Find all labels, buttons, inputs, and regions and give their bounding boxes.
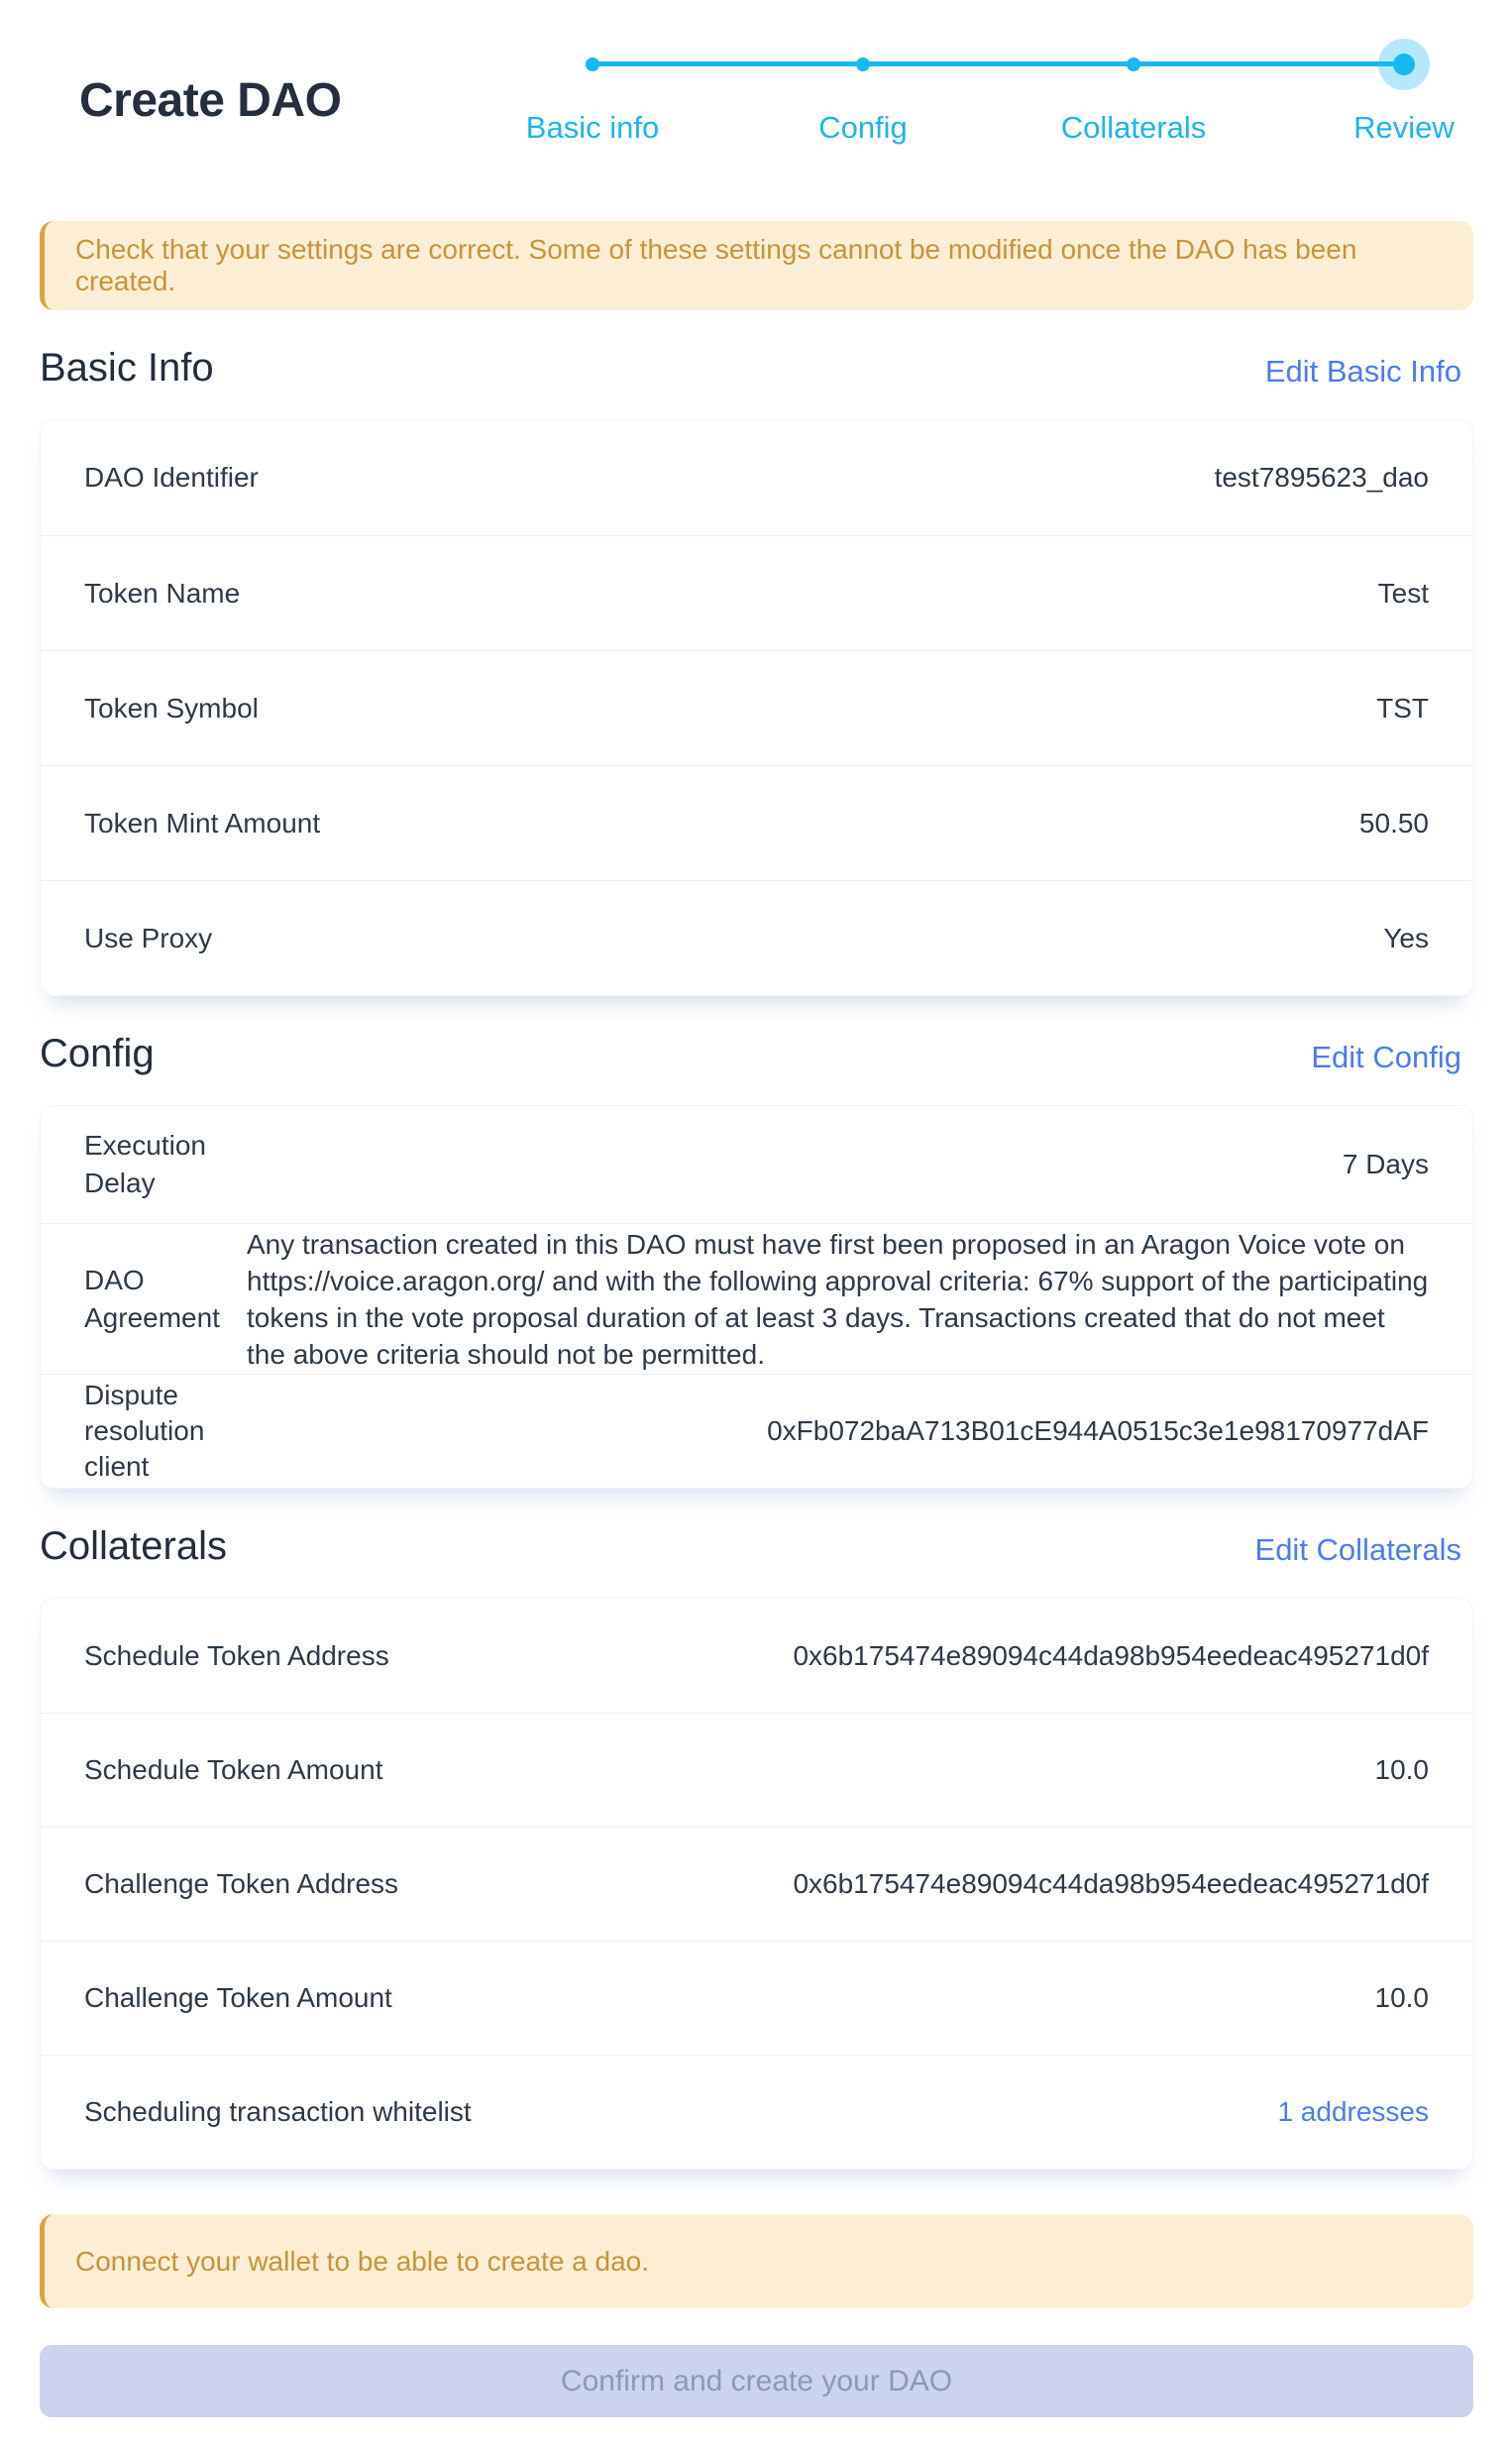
table-row <box>41 1599 1472 1713</box>
step-label-basic-info[interactable]: Basic info <box>525 110 660 145</box>
table-row <box>41 880 1472 995</box>
row-label: Schedule Token Amount <box>84 1754 383 1785</box>
table-row <box>41 1106 1472 1223</box>
table-row <box>41 1223 1472 1374</box>
settings-warning-text: Check that your settings are correct. Some of these settings cannot be modified once the DAO has been created. <box>75 234 1357 296</box>
table-row <box>41 1827 1472 1941</box>
row-value: 7 Days <box>1342 1149 1429 1179</box>
config-title: Config <box>40 1032 155 1075</box>
page-title: Create DAO <box>79 74 342 127</box>
row-label: Execution Delay <box>84 1130 206 1198</box>
settings-warning-banner <box>40 221 1473 310</box>
edit-config-link[interactable]: Edit Config <box>1311 1040 1461 1074</box>
basic-info-title: Basic Info <box>40 346 214 390</box>
step-dot-basic-info[interactable] <box>586 57 599 71</box>
table-row <box>41 1941 1472 2055</box>
row-label: Scheduling transaction whitelist <box>84 2096 472 2127</box>
wallet-warning-text: Connect your wallet to be able to create a dao. <box>75 2245 650 2277</box>
collaterals-section-head <box>40 1522 1461 1570</box>
row-label: Token Name <box>84 577 241 609</box>
row-label: DAO Agreement <box>84 1264 220 1333</box>
basic-info-section-head <box>40 344 1461 391</box>
table-row <box>41 1713 1472 1827</box>
step-label-collaterals[interactable]: Collaterals <box>1060 110 1207 145</box>
step-label-config[interactable]: Config <box>818 110 908 145</box>
wallet-warning-banner <box>40 2214 1473 2308</box>
whitelist-addresses-link[interactable]: 1 addresses <box>1277 2096 1429 2127</box>
row-value: Yes <box>1383 922 1429 953</box>
confirm-create-dao-button[interactable]: Confirm and create your DAO <box>40 2345 1473 2417</box>
row-value: 10.0 <box>1374 1982 1429 2013</box>
config-card <box>40 1105 1473 1489</box>
row-label: Challenge Token Amount <box>84 1982 392 2013</box>
edit-collaterals-link[interactable]: Edit Collaterals <box>1254 1532 1461 1567</box>
row-value: 50.50 <box>1358 807 1429 838</box>
table-row <box>41 650 1472 765</box>
row-label: Use Proxy <box>84 922 213 953</box>
step-dot-config[interactable] <box>856 57 870 71</box>
page-header <box>40 0 1473 221</box>
config-section-head <box>40 1030 1461 1077</box>
row-value: TST <box>1376 692 1429 724</box>
collaterals-title: Collaterals <box>40 1524 227 1568</box>
stepper-track <box>593 61 1404 66</box>
table-row <box>41 2055 1472 2169</box>
row-label: Schedule Token Address <box>84 1639 389 1671</box>
row-value: 0x6b175474e89094c44da98b954eedeac495271d0f <box>793 1868 1429 1899</box>
dao-agreement-text: Any transaction created in this DAO must have first been proposed in an Aragon Voice vote on https://voice.aragon.org/ and with the following approval criteria: 67% support of the participating tokens in the vote proposal duration of at least 3 days. Transactions created that do not meet the above criteria should not be permitted. <box>247 1228 1429 1370</box>
table-row <box>41 1374 1472 1488</box>
table-row <box>41 535 1472 650</box>
row-label: Token Mint Amount <box>84 807 321 838</box>
step-dot-collaterals[interactable] <box>1127 57 1140 71</box>
step-label-review[interactable]: Review <box>1353 110 1455 145</box>
row-value: Test <box>1377 577 1429 609</box>
row-value: 0x6b175474e89094c44da98b954eedeac495271d0f <box>793 1639 1429 1671</box>
row-label: Dispute resolution client <box>84 1380 205 1482</box>
basic-info-card <box>40 419 1473 996</box>
row-value: 0xFb072baA713B01cE944A0515c3e1e98170977dAF <box>767 1415 1429 1446</box>
row-label: Token Symbol <box>84 692 259 724</box>
table-row <box>41 420 1472 535</box>
row-label: Challenge Token Address <box>84 1868 399 1899</box>
row-value: 10.0 <box>1374 1754 1429 1785</box>
edit-basic-info-link[interactable]: Edit Basic Info <box>1264 354 1461 389</box>
wizard-stepper <box>40 0 1473 159</box>
collaterals-card <box>40 1598 1473 2170</box>
table-row <box>41 765 1472 880</box>
row-label: DAO Identifier <box>84 462 259 493</box>
step-dot-review[interactable] <box>1393 54 1415 75</box>
row-value: test7895623_dao <box>1214 462 1429 493</box>
